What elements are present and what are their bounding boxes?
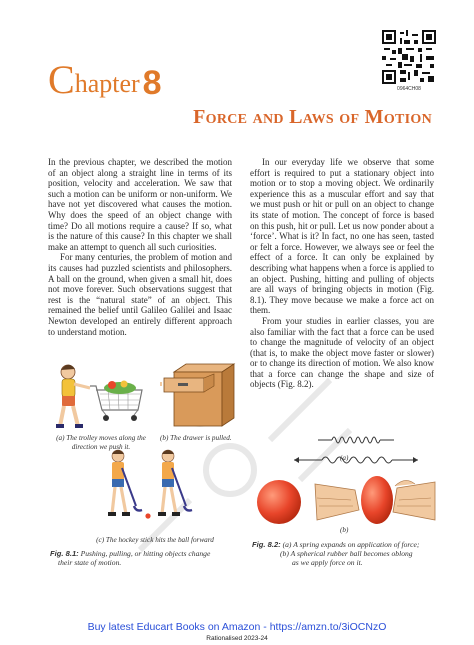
- chapter-title: Force and Laws of Motion: [193, 106, 432, 128]
- fig-8-1-caption: [50, 549, 250, 567]
- fig-8-2-b-label: (b): [340, 526, 349, 534]
- fig-8-2-label: Fig. 8.2:: [252, 540, 281, 549]
- chapter-word: hapter: [74, 69, 140, 98]
- hockey-hit-illustration: [88, 446, 198, 524]
- chapter-number: 8: [142, 64, 162, 102]
- history-paragraph: For many centuries, the problem of motion and its causes had puzzled scientists and philosophers. A ball on the ground, when given a small hit, does not move forever. Such observations suggest that rest is the “natural state” of an object. This remained the belief until Galileo Galilei and Isaac Newton developed an entirely different approach to understand motion.: [48, 252, 232, 337]
- right-column: [250, 157, 434, 390]
- drawer-pull-illustration: [160, 362, 240, 430]
- left-column: [48, 157, 232, 337]
- fig-8-2-caption-line1: (a) A spring expands on application of force;: [282, 540, 420, 549]
- intro-paragraph: In the previous chapter, we described the motion of an object along a straight line in terms of its position, velocity and acceleration. We saw that such a motion can be uniform or non-uniform. We have not yet discovered what causes the motion. Why does the speed of an object change with time? Do all motions require a cause? If so, what is the nature of this cause? In this chapter we shall make an attempt to quench all such curiosities.: [48, 157, 232, 252]
- fig-8-1-caption-line2: their state of motion.: [58, 558, 122, 567]
- fig-8-1-a-caption-line1: (a) The trolley moves along the: [56, 434, 146, 442]
- fig-8-1-label: Fig. 8.1:: [50, 549, 79, 558]
- chapter-heading: [48, 57, 162, 102]
- chapter-initial: C: [48, 57, 75, 102]
- fig-8-2-caption: [252, 540, 452, 567]
- force-concept-paragraph: In our everyday life we observe that some effort is required to put a stationary object into motion or to stop a moving object. We ordinarily experience this as a muscular effort and say that we must push or hit or pull on an object to change its state of motion. The concept of force is based on this push, hit or pull. Let us now ponder about a ‘force’. What is it? In fact, no one has seen, tasted or felt a force. However, we always see or feel the effect of a force. It can only be explained by describing what happens when a force is applied to an object. Pushing, hitting and pulling of objects are all ways of bringing objects in motion (Fig. 8.1). They move because we make a force act on them.: [250, 157, 434, 316]
- fig-8-1-c-caption: (c) The hockey stick hits the ball forward: [96, 536, 214, 544]
- rubber-ball-illustration: [255, 470, 445, 530]
- force-effects-paragraph: From your studies in earlier classes, you are also familiar with the fact that a force can be used to change the magnitude of velocity of an object (that is, to make the object move faster or slower) or to change its direction of motion. We also know that a force can change the shape and size of objects (Fig. 8.2).: [250, 315, 434, 390]
- fig-8-1-caption-line1: Pushing, pulling, or hitting objects change: [80, 549, 211, 558]
- fig-8-1-a-caption-line2: direction we push it.: [71, 442, 131, 451]
- trolley-push-illustration: [50, 358, 146, 432]
- amazon-link[interactable]: Buy latest Educart Books on Amazon - https://amzn.to/3iOCNzO: [87, 621, 387, 633]
- fig-8-2-caption-line3: as we apply force on it.: [292, 558, 363, 567]
- fig-8-1-b-caption: (b) The drawer is pulled.: [160, 434, 232, 442]
- fig-8-2-caption-line2: (b) A spherical rubber ball becomes oblong: [280, 549, 413, 558]
- qr-code-label: 0964CH08: [397, 86, 421, 92]
- rationalised-note: Rationalised 2023-24: [206, 635, 268, 642]
- qr-code[interactable]: [382, 30, 436, 84]
- fig-8-2-a-label: (a): [340, 454, 349, 462]
